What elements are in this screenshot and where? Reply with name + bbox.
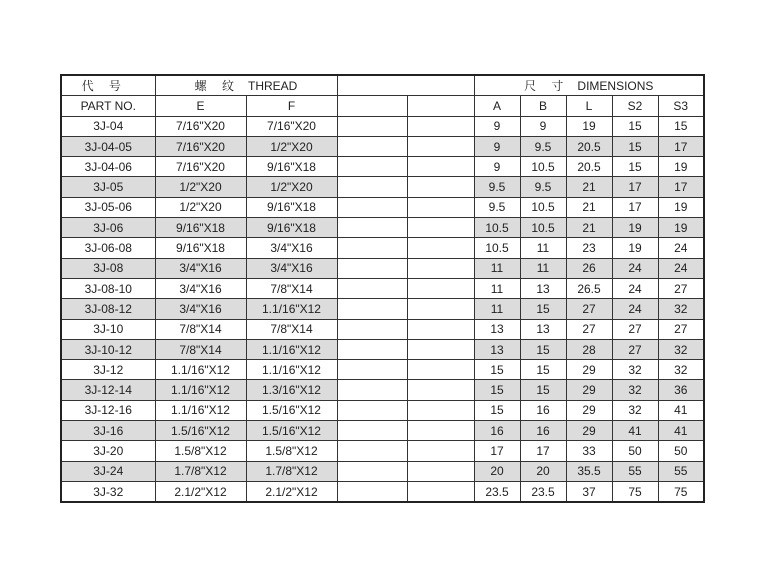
cell-thread-f: 1.7/8"X12 xyxy=(246,461,337,481)
cell-thread-f: 1.1/16"X12 xyxy=(246,360,337,380)
cell-thread-e: 3/4"X16 xyxy=(155,278,246,298)
cell-dim-s3: 55 xyxy=(658,461,704,481)
table-row xyxy=(61,218,704,238)
cell-blank xyxy=(337,339,407,359)
header-col-b: B xyxy=(520,96,566,116)
cell-dim-l: 37 xyxy=(566,481,612,502)
cell-blank xyxy=(337,238,407,258)
table-row xyxy=(61,400,704,420)
cell-dim-s3: 32 xyxy=(658,299,704,319)
cell-dim-s2: 15 xyxy=(612,157,658,177)
cell-part-no: 3J-08-12 xyxy=(61,299,155,319)
cell-blank xyxy=(337,360,407,380)
cell-dim-s2: 24 xyxy=(612,278,658,298)
cell-dim-l: 26.5 xyxy=(566,278,612,298)
cell-dim-b: 10.5 xyxy=(520,218,566,238)
cell-blank xyxy=(337,258,407,278)
header-part-no: PART NO. xyxy=(61,96,155,116)
cell-dim-l: 20.5 xyxy=(566,136,612,156)
cell-thread-f: 1/2"X20 xyxy=(246,177,337,197)
cell-dim-a: 11 xyxy=(474,258,520,278)
cell-thread-f: 1.5/16"X12 xyxy=(246,400,337,420)
cell-dim-a: 9 xyxy=(474,157,520,177)
cell-thread-e: 9/16"X18 xyxy=(155,238,246,258)
cell-dim-s3: 24 xyxy=(658,258,704,278)
header-blank-1 xyxy=(337,96,407,116)
table-row xyxy=(61,136,704,156)
cell-dim-s3: 36 xyxy=(658,380,704,400)
cell-thread-e: 7/16"X20 xyxy=(155,136,246,156)
cell-dim-b: 11 xyxy=(520,238,566,258)
table-row xyxy=(61,319,704,339)
cell-part-no: 3J-20 xyxy=(61,441,155,461)
cell-dim-a: 11 xyxy=(474,299,520,319)
cell-blank xyxy=(407,441,474,461)
cell-dim-a: 9.5 xyxy=(474,177,520,197)
table-row xyxy=(61,197,704,217)
cell-dim-a: 9.5 xyxy=(474,197,520,217)
cell-blank xyxy=(407,481,474,502)
cell-dim-b: 9.5 xyxy=(520,136,566,156)
table-row xyxy=(61,421,704,441)
cell-dim-s3: 27 xyxy=(658,278,704,298)
cell-part-no: 3J-05 xyxy=(61,177,155,197)
header-col-s3: S3 xyxy=(658,96,704,116)
header-code-cn: 代 号 xyxy=(61,75,155,96)
cell-dim-l: 29 xyxy=(566,380,612,400)
cell-blank xyxy=(337,218,407,238)
cell-dim-b: 16 xyxy=(520,400,566,420)
cell-dim-a: 9 xyxy=(474,116,520,136)
table-row xyxy=(61,481,704,502)
cell-dim-b: 15 xyxy=(520,339,566,359)
cell-part-no: 3J-12-16 xyxy=(61,400,155,420)
cell-blank xyxy=(337,136,407,156)
cell-dim-b: 11 xyxy=(520,258,566,278)
cell-dim-a: 15 xyxy=(474,380,520,400)
cell-dim-s2: 19 xyxy=(612,238,658,258)
cell-part-no: 3J-10-12 xyxy=(61,339,155,359)
cell-thread-f: 7/16"X20 xyxy=(246,116,337,136)
table-row xyxy=(61,360,704,380)
cell-dim-s3: 50 xyxy=(658,441,704,461)
dimensions-table xyxy=(60,74,705,503)
cell-thread-e: 3/4"X16 xyxy=(155,299,246,319)
cell-blank xyxy=(407,157,474,177)
table-row xyxy=(61,380,704,400)
cell-dim-l: 29 xyxy=(566,360,612,380)
header-blank xyxy=(337,75,474,96)
cell-blank xyxy=(407,360,474,380)
cell-dim-s3: 41 xyxy=(658,400,704,420)
cell-blank xyxy=(337,177,407,197)
cell-dim-b: 10.5 xyxy=(520,157,566,177)
cell-dim-l: 20.5 xyxy=(566,157,612,177)
cell-dim-s2: 32 xyxy=(612,380,658,400)
cell-dim-l: 35.5 xyxy=(566,461,612,481)
cell-dim-l: 19 xyxy=(566,116,612,136)
cell-thread-e: 7/8"X14 xyxy=(155,339,246,359)
cell-dim-s2: 32 xyxy=(612,360,658,380)
cell-thread-e: 7/16"X20 xyxy=(155,116,246,136)
cell-thread-f: 2.1/2"X12 xyxy=(246,481,337,502)
cell-part-no: 3J-06-08 xyxy=(61,238,155,258)
cell-dim-s2: 50 xyxy=(612,441,658,461)
cell-thread-e: 1.5/16"X12 xyxy=(155,421,246,441)
cell-dim-l: 21 xyxy=(566,218,612,238)
cell-dim-l: 28 xyxy=(566,339,612,359)
cell-thread-e: 1.5/8"X12 xyxy=(155,441,246,461)
cell-dim-s2: 24 xyxy=(612,299,658,319)
cell-blank xyxy=(407,421,474,441)
table-row xyxy=(61,299,704,319)
cell-thread-e: 9/16"X18 xyxy=(155,218,246,238)
cell-part-no: 3J-12 xyxy=(61,360,155,380)
cell-blank xyxy=(407,461,474,481)
cell-blank xyxy=(337,157,407,177)
cell-dim-s2: 41 xyxy=(612,421,658,441)
cell-dim-l: 29 xyxy=(566,400,612,420)
cell-thread-f: 1.1/16"X12 xyxy=(246,339,337,359)
cell-blank xyxy=(407,319,474,339)
cell-dim-s2: 55 xyxy=(612,461,658,481)
header-col-f: F xyxy=(246,96,337,116)
table-row xyxy=(61,258,704,278)
cell-dim-s3: 19 xyxy=(658,157,704,177)
cell-dim-s2: 24 xyxy=(612,258,658,278)
cell-dim-s2: 75 xyxy=(612,481,658,502)
cell-dim-a: 15 xyxy=(474,400,520,420)
cell-blank xyxy=(337,197,407,217)
table-row xyxy=(61,278,704,298)
cell-dim-a: 10.5 xyxy=(474,238,520,258)
cell-dim-s3: 19 xyxy=(658,197,704,217)
cell-dim-a: 20 xyxy=(474,461,520,481)
cell-dim-s3: 27 xyxy=(658,319,704,339)
cell-dim-b: 13 xyxy=(520,278,566,298)
cell-part-no: 3J-08 xyxy=(61,258,155,278)
cell-part-no: 3J-04-06 xyxy=(61,157,155,177)
cell-dim-s2: 19 xyxy=(612,218,658,238)
cell-thread-f: 1.3/16"X12 xyxy=(246,380,337,400)
cell-blank xyxy=(407,299,474,319)
table-row xyxy=(61,441,704,461)
cell-dim-l: 29 xyxy=(566,421,612,441)
cell-thread-f: 7/8"X14 xyxy=(246,319,337,339)
cell-blank xyxy=(407,136,474,156)
cell-blank xyxy=(337,481,407,502)
cell-thread-f: 1/2"X20 xyxy=(246,136,337,156)
header-row-2 xyxy=(61,96,704,116)
cell-dim-a: 9 xyxy=(474,136,520,156)
cell-dim-b: 15 xyxy=(520,299,566,319)
header-dimensions: 尺 寸 DIMENSIONS xyxy=(474,75,704,96)
cell-blank xyxy=(337,299,407,319)
cell-dim-s3: 15 xyxy=(658,116,704,136)
cell-dim-a: 15 xyxy=(474,360,520,380)
cell-blank xyxy=(337,278,407,298)
cell-thread-f: 7/8"X14 xyxy=(246,278,337,298)
cell-dim-a: 23.5 xyxy=(474,481,520,502)
cell-dim-b: 20 xyxy=(520,461,566,481)
cell-blank xyxy=(337,461,407,481)
header-thread: 螺 纹 THREAD xyxy=(155,75,337,96)
cell-dim-b: 17 xyxy=(520,441,566,461)
header-col-e: E xyxy=(155,96,246,116)
cell-thread-f: 9/16"X18 xyxy=(246,197,337,217)
cell-thread-f: 9/16"X18 xyxy=(246,218,337,238)
cell-dim-l: 21 xyxy=(566,197,612,217)
cell-thread-e: 1.1/16"X12 xyxy=(155,380,246,400)
cell-thread-e: 1.1/16"X12 xyxy=(155,400,246,420)
cell-dim-s2: 17 xyxy=(612,197,658,217)
cell-blank xyxy=(407,116,474,136)
table-row xyxy=(61,461,704,481)
cell-dim-s3: 41 xyxy=(658,421,704,441)
cell-dim-l: 26 xyxy=(566,258,612,278)
cell-thread-f: 3/4"X16 xyxy=(246,258,337,278)
cell-dim-b: 23.5 xyxy=(520,481,566,502)
cell-part-no: 3J-04 xyxy=(61,116,155,136)
cell-dim-l: 23 xyxy=(566,238,612,258)
cell-thread-f: 9/16"X18 xyxy=(246,157,337,177)
cell-blank xyxy=(407,238,474,258)
header-blank-2 xyxy=(407,96,474,116)
cell-dim-b: 10.5 xyxy=(520,197,566,217)
cell-dim-b: 9.5 xyxy=(520,177,566,197)
cell-dim-a: 17 xyxy=(474,441,520,461)
cell-dim-s3: 19 xyxy=(658,218,704,238)
cell-dim-a: 13 xyxy=(474,339,520,359)
cell-dim-b: 15 xyxy=(520,380,566,400)
cell-dim-l: 33 xyxy=(566,441,612,461)
cell-blank xyxy=(337,441,407,461)
cell-dim-b: 9 xyxy=(520,116,566,136)
cell-blank xyxy=(337,116,407,136)
cell-part-no: 3J-06 xyxy=(61,218,155,238)
cell-part-no: 3J-04-05 xyxy=(61,136,155,156)
cell-part-no: 3J-05-06 xyxy=(61,197,155,217)
cell-blank xyxy=(407,278,474,298)
cell-dim-b: 16 xyxy=(520,421,566,441)
cell-dim-s2: 17 xyxy=(612,177,658,197)
cell-thread-e: 1.1/16"X12 xyxy=(155,360,246,380)
cell-blank xyxy=(337,400,407,420)
cell-dim-s3: 17 xyxy=(658,136,704,156)
cell-dim-a: 10.5 xyxy=(474,218,520,238)
cell-dim-a: 11 xyxy=(474,278,520,298)
cell-thread-e: 1.7/8"X12 xyxy=(155,461,246,481)
header-col-l: L xyxy=(566,96,612,116)
cell-blank xyxy=(407,380,474,400)
cell-blank xyxy=(407,177,474,197)
cell-part-no: 3J-10 xyxy=(61,319,155,339)
table-row xyxy=(61,157,704,177)
cell-dim-s3: 32 xyxy=(658,339,704,359)
cell-dim-s2: 27 xyxy=(612,339,658,359)
cell-dim-s3: 24 xyxy=(658,238,704,258)
table-row xyxy=(61,339,704,359)
cell-thread-f: 1.1/16"X12 xyxy=(246,299,337,319)
cell-blank xyxy=(407,339,474,359)
cell-blank xyxy=(407,197,474,217)
cell-thread-f: 1.5/8"X12 xyxy=(246,441,337,461)
cell-blank xyxy=(337,380,407,400)
header-col-s2: S2 xyxy=(612,96,658,116)
cell-dim-s2: 27 xyxy=(612,319,658,339)
cell-blank xyxy=(407,400,474,420)
cell-dim-l: 27 xyxy=(566,299,612,319)
cell-thread-e: 1/2"X20 xyxy=(155,177,246,197)
cell-dim-s2: 15 xyxy=(612,136,658,156)
cell-dim-a: 13 xyxy=(474,319,520,339)
table-row xyxy=(61,238,704,258)
cell-part-no: 3J-16 xyxy=(61,421,155,441)
cell-dim-s3: 17 xyxy=(658,177,704,197)
cell-thread-e: 1/2"X20 xyxy=(155,197,246,217)
cell-dim-l: 27 xyxy=(566,319,612,339)
table-row xyxy=(61,116,704,136)
cell-blank xyxy=(337,319,407,339)
cell-dim-b: 15 xyxy=(520,360,566,380)
cell-blank xyxy=(407,218,474,238)
cell-dim-l: 21 xyxy=(566,177,612,197)
cell-thread-e: 7/8"X14 xyxy=(155,319,246,339)
cell-dim-s2: 32 xyxy=(612,400,658,420)
header-col-a: A xyxy=(474,96,520,116)
cell-blank xyxy=(337,421,407,441)
table-row xyxy=(61,177,704,197)
header-row-1 xyxy=(61,75,704,96)
cell-thread-f: 1.5/16"X12 xyxy=(246,421,337,441)
cell-part-no: 3J-08-10 xyxy=(61,278,155,298)
cell-dim-s3: 75 xyxy=(658,481,704,502)
cell-part-no: 3J-12-14 xyxy=(61,380,155,400)
cell-part-no: 3J-24 xyxy=(61,461,155,481)
cell-thread-f: 3/4"X16 xyxy=(246,238,337,258)
cell-blank xyxy=(407,258,474,278)
cell-dim-s3: 32 xyxy=(658,360,704,380)
cell-part-no: 3J-32 xyxy=(61,481,155,502)
cell-thread-e: 7/16"X20 xyxy=(155,157,246,177)
cell-dim-b: 13 xyxy=(520,319,566,339)
cell-dim-a: 16 xyxy=(474,421,520,441)
cell-thread-e: 3/4"X16 xyxy=(155,258,246,278)
cell-thread-e: 2.1/2"X12 xyxy=(155,481,246,502)
cell-dim-s2: 15 xyxy=(612,116,658,136)
